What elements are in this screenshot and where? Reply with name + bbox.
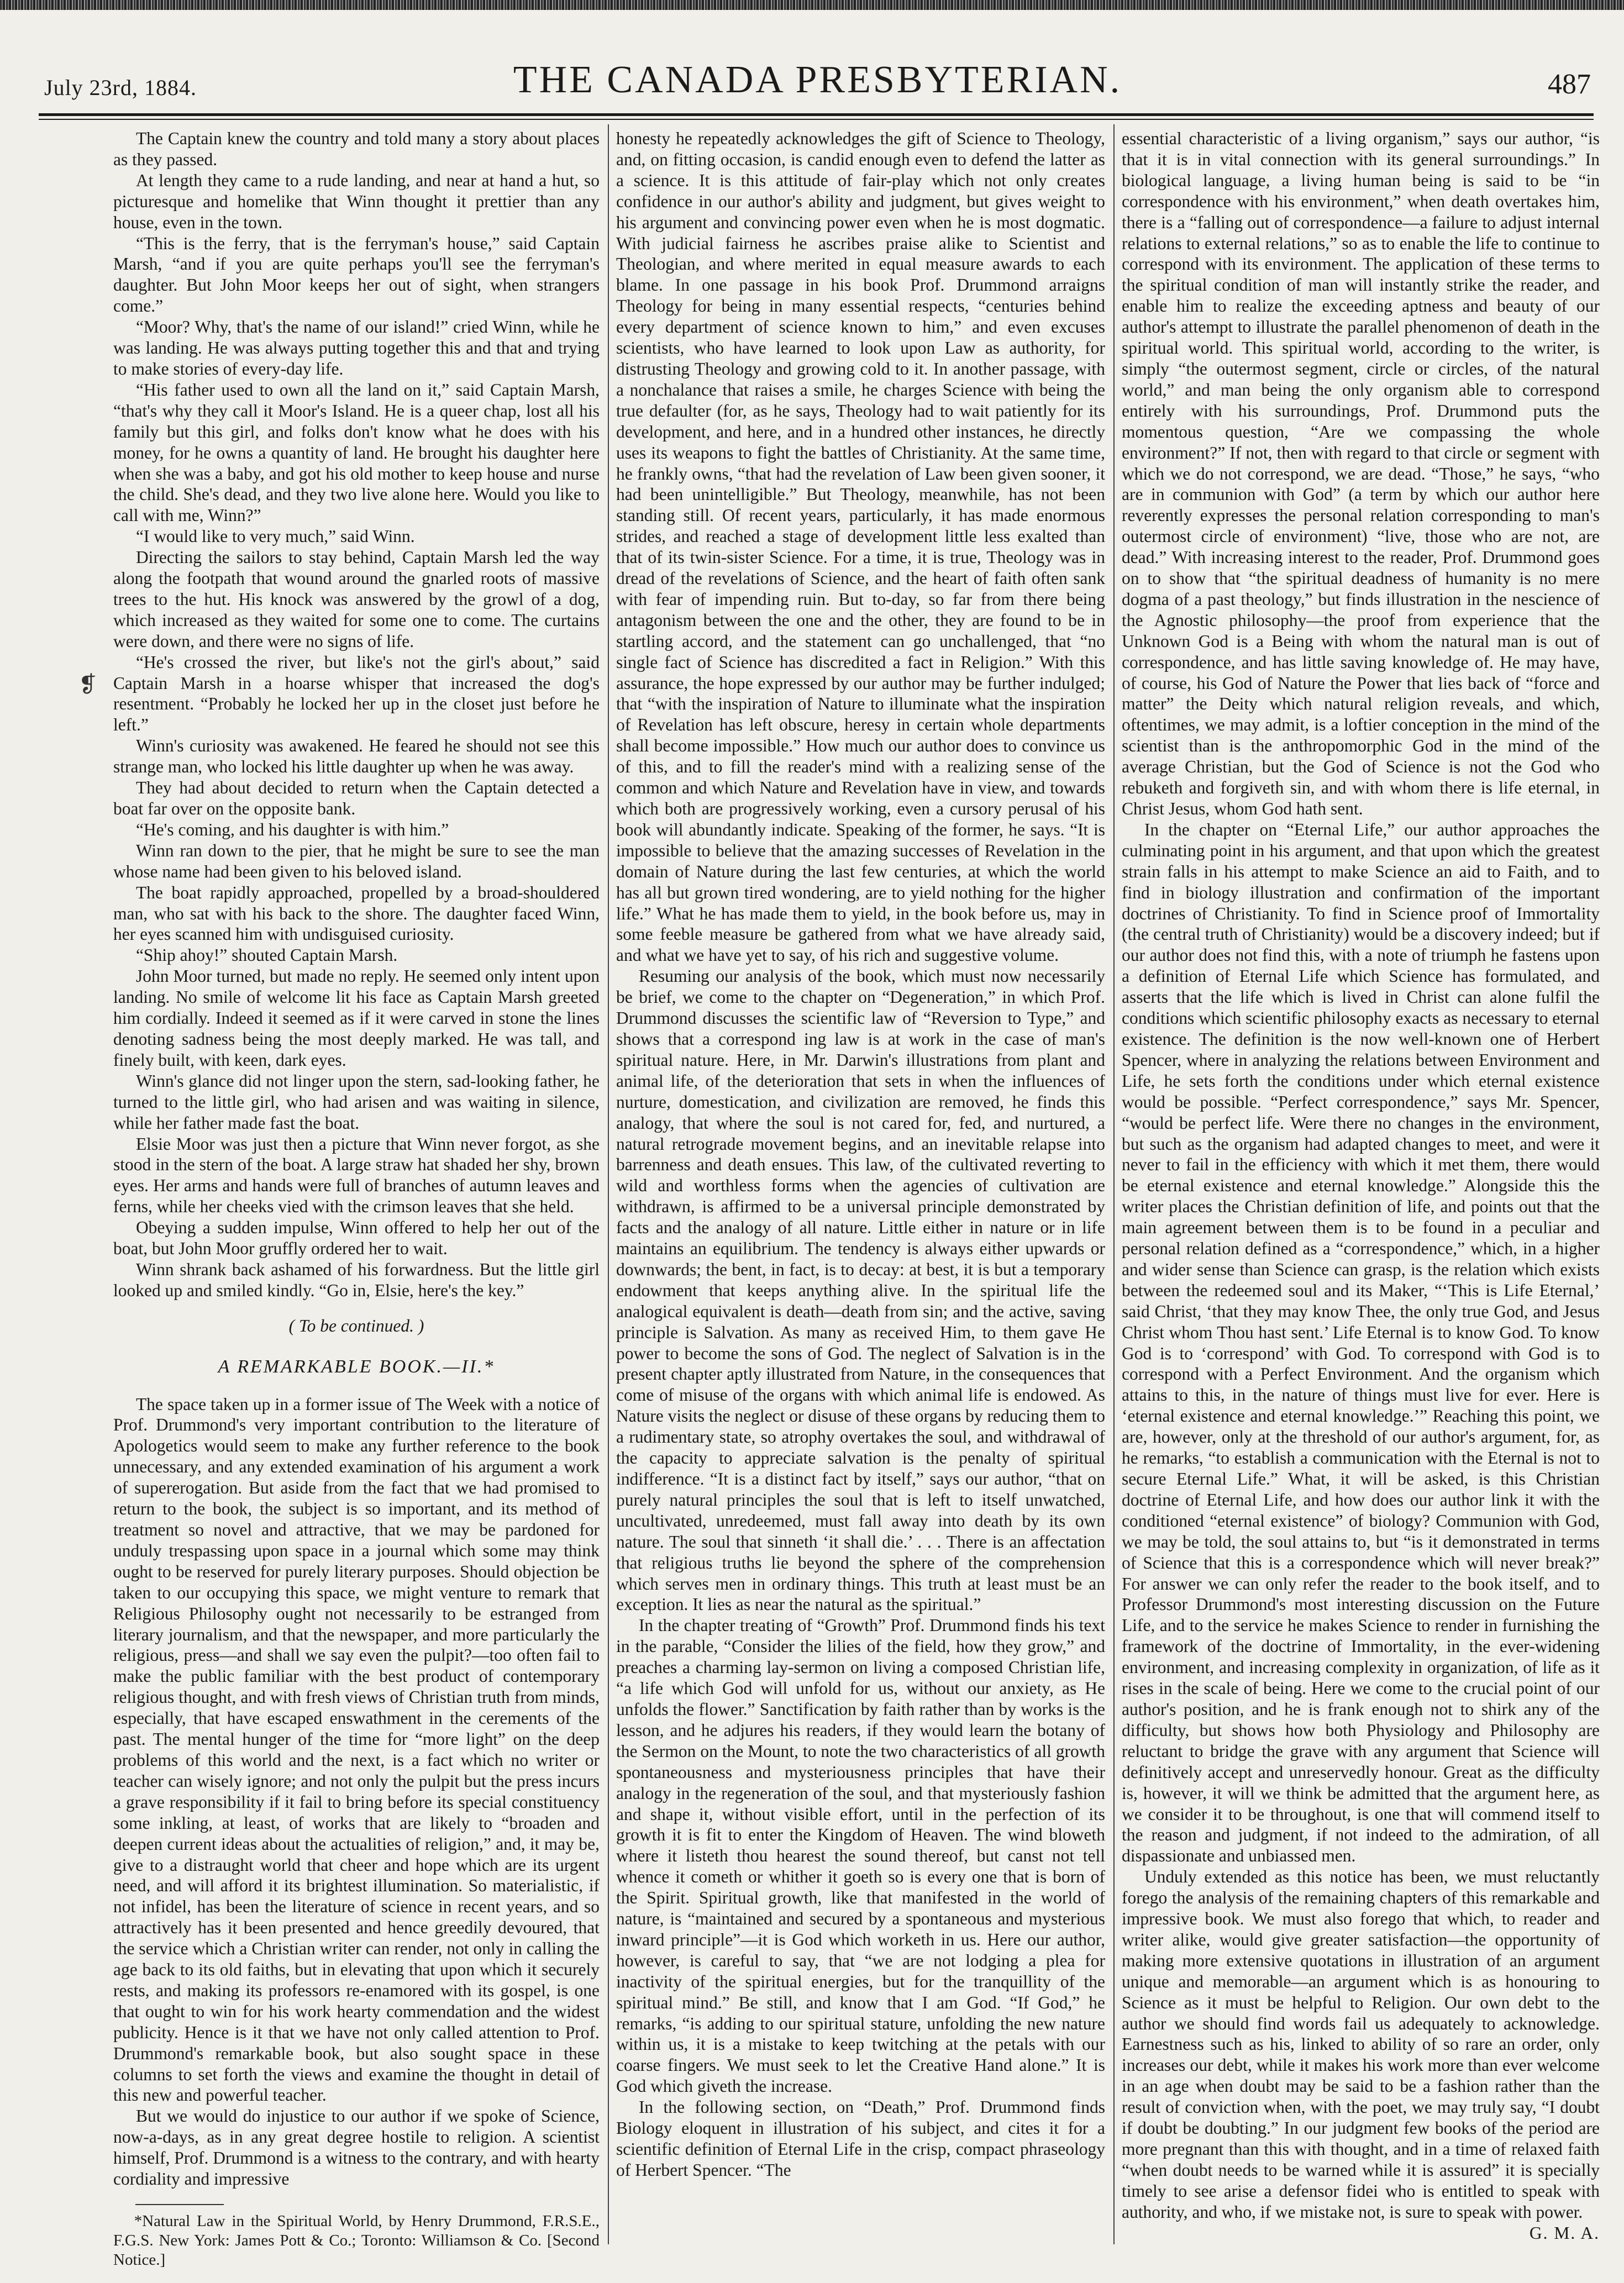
story-paragraph: “Ship ahoy!” shouted Captain Marsh. bbox=[135, 945, 398, 965]
story-paragraph: John Moor turned, but made no reply. He seemed only intent upon landing. No smile of welcome lit his face as Captain Marsh greeted him cordially. Indeed it seemed as if it were carved in stone the lines denoting sadness being the most deeply marked. He was tall, and finely built, with keen, dark eyes. bbox=[113, 966, 600, 1070]
article-paragraph: The space taken up in a former issue of The Week with a notice of Prof. Drummond's very important contribution to the literature of Apologetics would seem to make any further reference to the book unnecessary, and any extended examination of his argument a work of supererogation. But aside from the fact that we had promised to return to the book, the subject is so important, and its method of treatment so novel and attractive, that we may be pardoned for unduly trespassing upon space in a journal which some may think ought to be reserved for purely literary purposes. Should objection be taken to our occupying this space, we might venture to remark that Religious Philosophy ought not necessarily to be estranged from literary journalism, and that the newspaper, and more particularly the religious, press—and shall we say even the pulpit?—too often fail to make the public familiar with the best product of contemporary religious thought, and with fresh views of Christian truth from minds, especially, that have escaped enswathment in the cerements of the past. The mental hunger of the time for “more light” on the deep problems of this world and the next, is a fact which no writer or teacher can wisely ignore; and not only the pulpit but the press incurs a grave responsibility if it fail to bring before its special constituency some inkling, at least, of works that are likely to “broaden and deepen current ideas about the actualities of religion,” and, it may be, give to a distraught world that cheer and hope which are its urgent need, and will afford it its brightest illumination. So materialistic, if not infidel, has been the literature of science in recent years, and so attractively has it been presented and hence greedily devoured, that the service which a Christian writer can render, not only in calling the age back to its old faiths, but in elevating that upon which it securely rests, and making its professors re-enamored with its gospel, is one that ought to win for his work hearty commendation and the widest publicity. Hence is it that we have not only called attention to Prof. Drummond's remarkable book, but also sought space in these columns to set forth the views and examine the thought in detail of this new and powerful teacher. bbox=[113, 1394, 600, 2105]
column-1 bbox=[113, 128, 600, 2269]
footnote-rule bbox=[135, 2204, 224, 2205]
story-paragraph: “He's crossed the river, but like's not the girl's about,” said Captain Marsh in a hoarse whisper that increased the dog's resentment. “Probably he locked her up in the closet just before he left.” bbox=[113, 652, 600, 735]
story-paragraph: “Moor? Why, that's the name of our island!” cried Winn, while he was landing. He was always putting together this and that and trying to make stories of every-day life. bbox=[113, 317, 600, 378]
article-paragraph: honesty he repeatedly acknowledges the gift of Science to Theology, and, on fitting occasion, is candid enough even to defend the latter as a science. It is this attitude of fair-play which not only creates confidence in our author's ability and judgment, but gives weight to his argument and convincing power even when he is most dogmatic. With judicial fairness he ascribes praise alike to Scientist and Theologian, and where merited in equal measure awards to each blame. In one passage in his book Prof. Drummond arraigns Theology for being in many essential respects, “centuries behind every department of science known to him,” and even excuses scientists, who have learned to look upon Law as authority, for distrusting Theology and growing cold to it. In another passage, with a nonchalance that raises a smile, he charges Science with being the true defaulter (for, as he says, Theology had to wait patiently for its development, and here, and in a hundred other instances, he directly uses its weapons to fight the battles of Christianity. At the same time, he frankly owns, “that had the revelation of Law been given sooner, it had been unintelligible.” But Theology, meanwhile, has not been standing still. Of recent years, particularly, it has made enormous strides, and reached a stage of development little less exalted than that of its twin-sister Science. For a time, it is true, Theology was in dread of the revelations of Science, and the heart of faith often sank with fear of impending ruin. But to-day, so far from there being antagonism between the one and the other, they are found to be in startling accord, and the statement can go unchallenged, that “no single fact of Science has discredited a fact in Religion.” With this assurance, the hope expressed by our author may be further indulged; that “with the inspiration of Nature to illuminate what the inspiration of Revelation has left obscure, heresy in certain whole departments shall become impossible.” How much our author does to convince us of this, and to fill the reader's mind with a realizing sense of the common and which Nature and Revelation have in view, and towards which both are progressively working, even a cursory perusal of his book will abundantly indicate. Speaking of the former, he says. “It is impossible to believe that the amazing successes of Revelation in the domain of Nature during the last few centuries, at which the world has all but grown tired wondering, are to yield nothing for the higher life.” What he has made them to yield, in the book before us, may in some feeble measure be gathered from what we have already said, and what we have yet to say, of his rich and suggestive volume. bbox=[616, 129, 1105, 965]
story-paragraph: “This is the ferry, that is the ferryman's house,” said Captain Marsh, “and if you are quite perhaps you'll see the ferryman's daughter. But John Moor keeps her out of sight, when strangers come.” bbox=[113, 233, 600, 316]
story-paragraph: Directing the sailors to stay behind, Captain Marsh led the way along the footpath that wound around the gnarled roots of massive trees to the hut. His knock was answered by the growl of a dog, which increased as they waited for some one to come. The curtains were down, and there were no signs of life. bbox=[113, 548, 600, 651]
article-paragraph: In the chapter treating of “Growth” Prof. Drummond finds his text in the parable, “Consider the lilies of the field, how they grow,” and preaches a charming lay-sermon on living a composed Christian life, “a life which God will unfold for us, without our anxiety, as He unfolds the flower.” Sanctification by faith rather than by works is the lesson, and he adjures his readers, if they would learn the botany of the Sermon on the Mount, to note the two characteristics of all growth spontaneousness and mysteriousness principles that have their analogy in the regeneration of the soul, and that mysteriously fashion and shape it, without visible effort, until in the perfection of its growth it is fit to enter the Kingdom of Heaven. The wind bloweth where it listeth thou hearest the sound thereof, but canst not tell whence it cometh or whither it goeth so is every one that is born of the Spirit. Spiritual growth, like that manifested in the world of nature, is “maintained and secured by a spontaneous and mysterious inward principle”—it is God which worketh in us. Here our author, however, is careful to say, that “we are not lodging a plea for inactivity of the spiritual energies, but for the tranquillity of the spiritual mind.” Be still, and know that I am God. “If God,” he remarks, “is adding to our spiritual stature, unfolding the new nature within us, it is a mistake to keep twitching at the petals with our coarse fingers. We must seek to let the Creative Hand alone.” It is God which giveth the increase. bbox=[616, 1616, 1105, 2096]
story-paragraph: “I would like to very much,” said Winn. bbox=[135, 527, 415, 546]
column-separator bbox=[1113, 124, 1115, 2244]
article-paragraph: essential characteristic of a living organism,” says our author, “is that it is in vital connection with its general surroundings.” In biological language, a living human being is said to be “in correspondence with his environment,” when death overtakes him, there is a “falling out of correspondence—a failure to adjust internal relations to external relations,” so as to enable the life to continue to correspond with its environment. The application of these terms to the spiritual condition of man will instantly strike the reader, and enable him to realize the exceeding aptness and beauty of our author's attempt to illustrate the parallel phenomenon of death in the spiritual world. This spiritual world, according to the writer, is simply “the outermost segment, circle or circles, of the natural world,” and man being the only organism able to correspond entirely with his surroundings, Prof. Drummond puts the momentous question, “Are we compassing the whole environment?” If not, then with regard to that circle or segment with which we do not correspond, we are dead. “Those,” he says, “who are in communion with God” (a term by which our author here reverently expresses the personal relation corresponding to man's outermost circle of environment) “live, those who are not, are dead.” With increasing interest to the reader, Prof. Drummond goes on to show that “the spiritual deadness of humanity is no mere dogma of a past theology,” but finds illustration in the nescience of the Agnostic philosophy—the proof from experience that the Unknown God is a Being with whom the natural man is out of correspondence, and has little saving knowledge of. He may have, of course, his God of Nature the Power that lies back of “force and matter” the Deity which natural religion reveals, and which, oftentimes, we may admit, is a loftier conception in the mind of the scientist than is the anthropomorphic God in the mind of the average Christian, but the God of Science is not the God who rebuketh and forgiveth sin, and with whom there is life eternal, in Christ Jesus, whom God hath sent. bbox=[1122, 129, 1600, 818]
story-paragraph: Winn shrank back ashamed of his forwardness. But the little girl looked up and smiled kindly. “Go in, Elsie, here's the key.” bbox=[113, 1259, 600, 1300]
story-paragraph: The Captain knew the country and told many a story about places as they passed. bbox=[113, 129, 600, 169]
header-rule bbox=[39, 113, 1594, 116]
column-2 bbox=[616, 128, 1105, 2255]
article-paragraph: Resuming our analysis of the book, which must now necessarily be brief, we come to the chapter on “Degeneration,” in which Prof. Drummond discusses the scientific law of “Reversion to Type,” and shows that a correspond ing law is at work in the case of man's spiritual nature. Here, in Mr. Darwin's illustrations from plant and animal life, of the deterioration that sets in when the influences of nurture, domestication, and civilization are removed, he finds this analogy, that where the soul is not cared for, fed, and nurtured, a natural retrograde movement begins, and an inevitable relapse into barrenness and death ensues. This law, of the cultivated reverting to wild and worthless forms when the agencies of cultivation are withdrawn, is affirmed to be a universal principle demonstrated by facts and the analogy of all nature. Little either in nature or in life maintains an equilibrium. The tendency is always either upwards or downwards; the bent, in fact, is to decay: at best, it is but a temporary endowment that keeps anything alive. In the spiritual life the analogical equivalent is death—death from sin; and the active, saving principle is Salvation. As many as received Him, to them gave He power to become the sons of God. The neglect of Salvation is in the present chapter aptly illustrated from Nature, in the consequences that come of misuse of the organs with which animal life is endowed. As Nature visits the neglect or disuse of these organs by reducing them to a rudimentary state, so atrophy overtakes the soul, and withdrawal of the capacity to appreciate salvation is the penalty of spiritual indifference. “It is a distinct fact by itself,” says our author, “that on purely natural principles the soul that is left to itself unwatched, uncultivated, unredeemed, must fall away into death by its own nature. The soul that sinneth ‘it shall die.’ . . . There is an affectation that religious truths lie beyond the sphere of the comprehension which serves men in ordinary things. This truth at least must be an exception. It lies as near the natural as the spiritual.” bbox=[616, 966, 1105, 1614]
story-paragraph: Winn ran down to the pier, that he might be sure to see the man whose name had been given to his beloved island. bbox=[113, 840, 600, 881]
margin-mark: ❡ bbox=[78, 672, 97, 697]
article-paragraph: In the chapter on “Eternal Life,” our author approaches the culminating point in his argument, and that upon which the greatest strain falls in his attempt to make Science an aid to Faith, and to find in biology illustration and confirmation of the important doctrines of Christianity. To find in Science proof of Immortality (the central truth of Christianity) would be a discovery indeed; but if our author does not find this, with a note of triumph he fastens upon a definition of Eternal Life which Science has formulated, and asserts that the life which is lived in Christ can alone fulfil the conditions which scientific philosophy exacts as necessary to eternal existence. The definition is the now well-known one of Herbert Spencer, where in analyzing the relations between Environment and Life, he sets forth the conditions under which eternal existence would be possible. “Perfect correspondence,” says Mr. Spencer, “would be perfect life. Were there no changes in the environment, but such as the organism had adapted changes to meet, and were it never to fail in the efficiency with which it met them, there would be eternal existence and eternal knowledge.” Alongside this the writer places the Christian definition of life, and points out that the main agreement between them is to be found in a peculiar and personal relation defined as a “correspondence,” which, in a higher and wider sense than Science can grasp, is the relation which exists between the redeemed soul and its Maker, “‘This is Life Eternal,’ said Christ, ‘that they may know Thee, the only true God, and Jesus Christ whom Thou hast sent.’ Life Eternal is to know God. To know God is to ‘correspond’ with God. To correspond with God is to correspond with a Perfect Environment. And the organism which attains to this, in the nature of things must live for ever. Here is ‘eternal existence and eternal knowledge.’” Reaching this point, we are, however, only at the threshold of our author's argument, for, as he remarks, “to establish a communication with the Eternal is not to secure Eternal Life.” What, it will be asked, is this Christian doctrine of Eternal Life, and how does our author link it with the conditioned “eternal existence” of biology? Communion with God, we may be told, the soul attains to, but “is it demonstrated in terms of Science that this is a correspondence which will never break?” For answer we can only refer the reader to the book itself, and to Professor Drummond's most interesting discussion on the Future Life, and to the service he makes Science to render in furnishing the framework of the doctrine of Immortality, in the ever-widening environment, and increasing complexity in organization, of life as it rises in the scale of being. Here we come to the crucial point of our author's position, and he is frank enough not to shirk any of the difficulty, but shows how both Physiology and Philosophy are reluctant to bridge the grave with any argument that Science will definitively accept and unreservedly honour. Great as the difficulty is, however, it will we think be admitted that the argument here, as we consider it to be throughout, is one that will commend itself to the reason and judgment, if not indeed to the admiration, of all dispassionate and unbiassed men. bbox=[1122, 819, 1600, 1866]
story-paragraph: The boat rapidly approached, propelled by a broad-shouldered man, who sat with his back to the shore. The daughter faced Winn, her eyes scanned him with undisguised curiosity. bbox=[113, 882, 600, 944]
column-3 bbox=[1122, 128, 1600, 2255]
header-rule-thin bbox=[39, 119, 1594, 120]
scan-edge bbox=[0, 0, 1624, 10]
page-number: 487 bbox=[1548, 69, 1591, 100]
to-be-continued: ( To be continued. ) bbox=[288, 1316, 424, 1335]
page-header bbox=[44, 58, 1591, 108]
article-paragraph: In the following section, on “Death,” Prof. Drummond finds Biology eloquent in illustration of his subject, and cites it for a scientific definition of Eternal Life in the crisp, compact phraseology of Herbert Spencer. “The bbox=[616, 2097, 1105, 2180]
issue-date: July 23rd, 1884. bbox=[44, 75, 197, 100]
article-paragraph: Unduly extended as this notice has been, we must reluctantly forego the analysis of the remaining chapters of this remarkable and impressive book. We must also forego that which, to reader and writer alike, would give greater satisfaction—the opportunity of making more extensive quotations in illustration of an argument unique and memorable—an argument which is as honouring to Science as it must be helpful to Religion. Our own debt to the author we should find words fail us adequately to acknowledge. Earnestness such as his, linked to ability of so rare an order, only increases our debt, while it makes his work more than ever welcome in an age when doubt may be said to be a fashion rather than the result of conviction when, with the poet, we may truly say, “I doubt if doubt be doubting.” In our judgment few books of the period are more pregnant than this with thought, and in a time of relaxed faith “when doubt needs to be warned while it is assured” it is specially timely to see arise a defensor fidei who is entitled to speak with authority, and who, if we mistake not, is sure to speak with power. bbox=[1122, 1867, 1600, 2222]
story-paragraph: At length they came to a rude landing, and near at hand a hut, so picturesque and homelike that Winn thought it prettier than any house, even in the town. bbox=[113, 170, 600, 232]
author-signature: G. M. A. bbox=[1529, 2223, 1600, 2243]
column-separator bbox=[608, 124, 609, 2244]
footnote: *Natural Law in the Spiritual World, by Henry Drummond, F.R.S.E., F.G.S. New York: James Pott & Co.; Toronto: Williamson & Co. [Second Notice.] bbox=[113, 2212, 600, 2269]
story-paragraph: “His father used to own all the land on it,” said Captain Marsh, “that's why they call it Moor's Island. He is a queer chap, lost all his family but this girl, and folks don't know what he does with his money, for he owns a quantity of land. He brought his daughter here when she was a baby, and got his old mother to keep house and nurse the child. She's dead, and they two live alone here. Would you like to call with me, Winn?” bbox=[113, 380, 600, 525]
article-title: A REMARKABLE BOOK.—II.* bbox=[218, 1356, 495, 1377]
article-paragraph: But we would do injustice to our author if we spoke of Science, now-a-days, as in any great degree hostile to religion. A scientist himself, Prof. Drummond is a witness to the contrary, and with hearty cordiality and impressive bbox=[113, 2106, 600, 2189]
story-paragraph: Obeying a sudden impulse, Winn offered to help her out of the boat, but John Moor gruffly ordered her to wait. bbox=[113, 1218, 600, 1259]
story-paragraph: Winn's glance did not linger upon the stern, sad-looking father, he turned to the little girl, who had arisen and was waiting in silence, while her father made fast the boat. bbox=[113, 1071, 600, 1133]
story-paragraph: Winn's curiosity was awakened. He feared he should not see this strange man, who locked his little daughter up when he was away. bbox=[113, 736, 600, 777]
story-paragraph: “He's coming, and his daughter is with him.” bbox=[135, 819, 449, 839]
story-paragraph: They had about decided to return when the Captain detected a boat far over on the opposite bank. bbox=[113, 778, 600, 818]
story-paragraph: Elsie Moor was just then a picture that Winn never forgot, as she stood in the stern of the boat. A large straw hat shaded her shy, brown eyes. Her arms and hands were full of branches of autumn leaves and ferns, while her cheeks vied with the crimson leaves that she held. bbox=[113, 1134, 600, 1217]
journal-title: THE CANADA PRESBYTERIAN. bbox=[513, 59, 1122, 101]
